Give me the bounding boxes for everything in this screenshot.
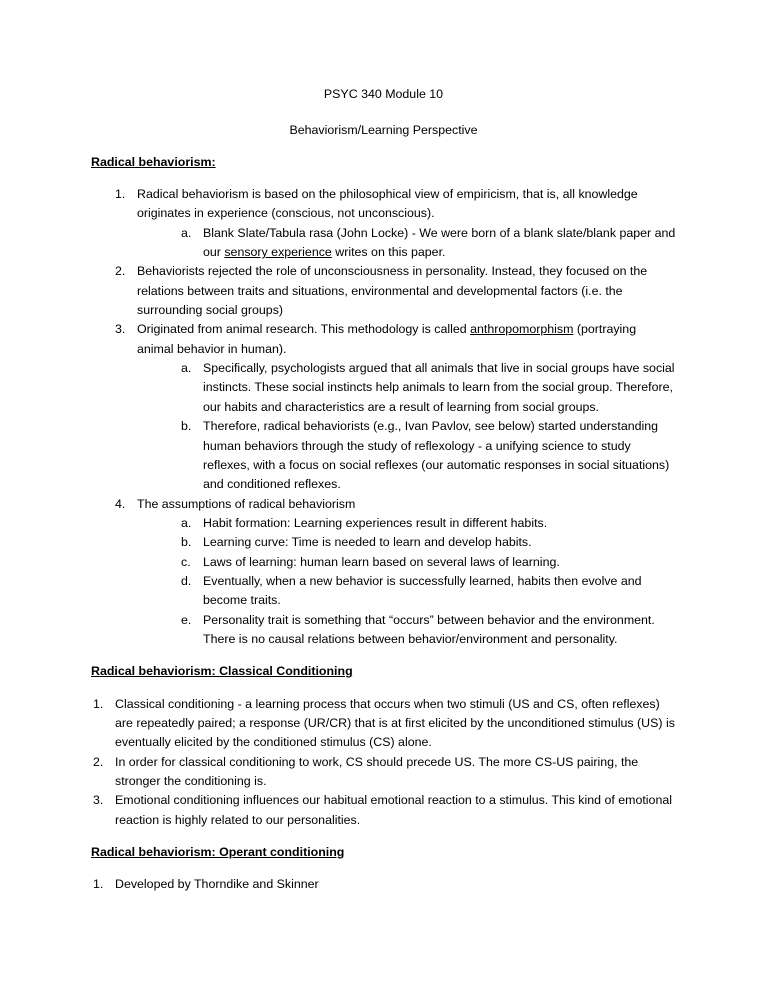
list-marker: c. <box>181 554 191 569</box>
list-marker: a. <box>181 361 192 376</box>
list-item <box>93 791 676 830</box>
list-item <box>181 224 676 263</box>
list-item <box>93 753 676 792</box>
list-level-1 <box>91 185 676 649</box>
list-item <box>181 417 676 494</box>
list-marker: d. <box>181 573 192 588</box>
list-item <box>181 553 676 572</box>
list-marker: b. <box>181 419 192 434</box>
list-item-content <box>203 417 676 494</box>
item-text <box>115 791 676 830</box>
item-text <box>137 185 676 224</box>
list-level-1 <box>91 695 676 830</box>
text-segment: Personality trait is something that “occurs” between behavior and the environment. There is no causal relations between behavior/environment and personality. <box>203 612 655 646</box>
section-heading: Radical behaviorism: <box>91 154 216 169</box>
item-text <box>115 695 676 753</box>
item-text <box>203 224 676 263</box>
list-item <box>181 514 676 533</box>
list-item <box>115 185 676 262</box>
list-item <box>181 572 676 611</box>
list-item-content <box>203 553 676 572</box>
list-item <box>115 495 676 650</box>
list-marker: 2. <box>115 264 126 279</box>
list-item-content <box>203 611 676 650</box>
list-item-content <box>203 224 676 263</box>
item-text <box>203 553 676 572</box>
list-level-1 <box>91 875 676 894</box>
list-item-content <box>203 533 676 552</box>
list-item-content <box>115 791 676 830</box>
list-marker: 1. <box>93 877 104 892</box>
list-item <box>115 262 676 320</box>
underlined-text: anthropomorphism <box>470 322 574 337</box>
item-text <box>203 514 676 533</box>
text-segment: Specifically, psychologists argued that all animals that live in social groups have social instincts. These social instincts help animals to learn from the social group. Therefore, our habits and characteristics are a result of learning from social groups. <box>203 361 675 414</box>
list-item-content <box>203 359 676 417</box>
text-segment: Classical conditioning - a learning process that occurs when two stimuli (US and CS, often reflexes) are repeatedly paired; a response (UR/CR) that is at first elicited by the unconditioned stimulus (US) is eventually elicited by the conditioned stimulus (CS) alone. <box>115 696 675 750</box>
list-item-content <box>203 572 676 611</box>
item-text <box>115 753 676 792</box>
item-text <box>137 320 676 359</box>
text-segment: (portraying animal behavior in human). <box>137 322 637 356</box>
list-item-content <box>115 695 676 753</box>
list-marker: 1. <box>115 187 126 202</box>
section-heading: Radical behaviorism: Operant conditioning <box>91 845 345 860</box>
list-item <box>93 875 676 894</box>
text-segment: Originated from animal research. This methodology is called <box>137 322 471 337</box>
text-segment: Emotional conditioning influences our habitual emotional reaction to a stimulus. This kind of emotional reaction is highly related to our personalities. <box>115 793 672 827</box>
item-text <box>203 533 676 552</box>
text-segment: Behaviorists rejected the role of unconsciousness in personality. Instead, they focused on the relations between traits and situations, environmental and developmental factors (i.e. the surrounding social groups) <box>137 264 648 318</box>
list-item-content <box>115 753 676 792</box>
text-segment: Eventually, when a new behavior is successfully learned, habits then evolve and become traits. <box>203 573 642 608</box>
list-item-content <box>203 514 676 533</box>
item-text <box>137 262 676 320</box>
text-segment: Blank Slate/Tabula rasa (John Locke) - We were born of a blank slate/blank paper and our <box>203 225 676 260</box>
list-item <box>181 611 676 650</box>
underlined-text: sensory experience <box>224 245 332 260</box>
item-text <box>137 495 676 514</box>
list-marker: a. <box>181 515 192 530</box>
list-item <box>181 533 676 552</box>
list-level-2 <box>137 359 676 494</box>
text-segment: Laws of learning: human learn based on several laws of learning. <box>203 554 560 569</box>
text-segment: Developed by Thorndike and Skinner <box>115 877 319 892</box>
document-body <box>91 153 676 895</box>
list-level-2 <box>137 224 676 263</box>
item-text <box>203 417 676 494</box>
text-segment: In order for classical conditioning to work, CS should precede US. The more CS-US pairing, the stronger the conditioning is. <box>115 754 639 788</box>
item-text <box>115 875 676 894</box>
list-marker: 4. <box>115 496 126 511</box>
text-segment: Radical behaviorism is based on the philosophical view of empiricism, that is, all knowledge originates in experience (conscious, not unconscious). <box>137 187 638 221</box>
list-item <box>93 695 676 753</box>
list-item-content <box>137 495 676 650</box>
list-item-content <box>137 185 676 262</box>
doc-subtitle: Behaviorism/Learning Perspective <box>289 123 478 138</box>
list-level-2 <box>137 514 676 649</box>
list-marker: 2. <box>93 754 104 769</box>
text-segment: Habit formation: Learning experiences result in different habits. <box>203 515 548 530</box>
text-segment: The assumptions of radical behaviorism <box>137 496 356 511</box>
list-item <box>181 359 676 417</box>
list-marker: a. <box>181 225 192 240</box>
list-marker: e. <box>181 612 192 627</box>
list-marker: 1. <box>93 696 104 711</box>
item-text <box>203 359 676 417</box>
list-marker: 3. <box>115 322 126 337</box>
text-segment: Therefore, radical behaviorists (e.g., Ivan Pavlov, see below) started understanding human behaviors through the study of reflexology - a unifying science to study reflexes, with a focus on social reflexes (our automatic responses in social situations) and conditioned reflexes. <box>203 419 670 492</box>
list-item <box>115 320 676 494</box>
list-marker: b. <box>181 535 192 550</box>
list-item-content <box>115 875 676 894</box>
item-text <box>203 611 676 650</box>
text-segment: writes on this paper. <box>331 245 446 260</box>
doc-title: PSYC 340 Module 10 <box>323 87 444 101</box>
item-text <box>203 572 676 611</box>
section-heading: Radical behaviorism: Classical Conditioning <box>91 664 353 679</box>
text-segment: Learning curve: Time is needed to learn and develop habits. <box>203 535 532 550</box>
list-item-content <box>137 320 676 494</box>
list-item-content <box>137 262 676 320</box>
list-marker: 3. <box>93 793 104 808</box>
